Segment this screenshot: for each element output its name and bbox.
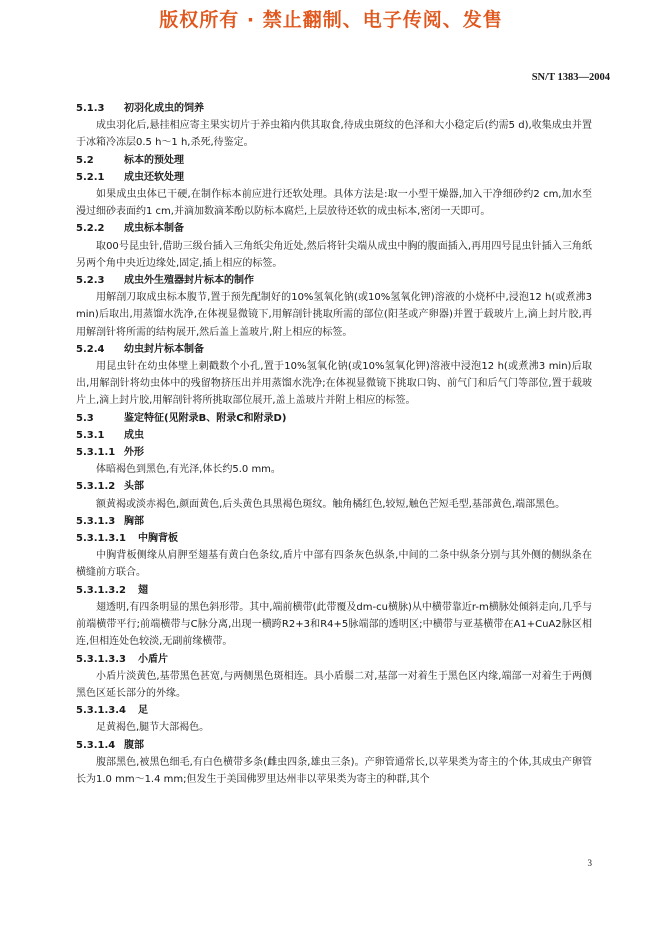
paragraph: 用昆虫针在幼虫体壁上刺戳数个小孔,置于10%氢氧化钠(或10%氢氧化钾)溶液中浸泡12 h(或煮沸3 min)后取出,用解剖针将幼虫体中的残留物挤压出并用蒸馏水洗净;在体视显微镜下挑取口钩、前气门和后气门等部位,置于载玻片上,滴上封片胶,用解剖针将所挑取部位展开,盖上盖玻片并附上相应的标签。 (76, 361, 592, 407)
section-number: 5.3.1.1 (76, 447, 116, 459)
section-title: 鉴定特征(见附录B、附录C和附录D) (124, 412, 287, 424)
section-number: 5.3.1 (76, 429, 105, 441)
section-title: 足 (138, 705, 148, 717)
section-heading (76, 513, 592, 530)
standard-code: SN/T 1383—2004 (531, 72, 610, 83)
section-heading (76, 444, 592, 461)
section-title: 标本的预处理 (124, 154, 184, 166)
section-number: 5.3.1.4 (76, 739, 116, 751)
paragraph: 成虫羽化后,悬挂相应寄主果实切片于养虫箱内供其取食,待成虫斑纹的色泽和大小稳定后(约需5 d),收集成虫并置于冰箱冷冻层0.5 h～1 h,杀死,待鉴定。 (76, 120, 592, 149)
section-title: 翅 (138, 584, 148, 596)
section-number: 5.1.3 (76, 103, 105, 114)
section-number: 5.2.2 (76, 223, 105, 235)
section-heading (76, 582, 592, 599)
section-title: 成虫还软处理 (124, 171, 184, 183)
document-body (76, 100, 592, 788)
section-number: 5.3.1.3 (76, 515, 116, 527)
section-heading (76, 410, 592, 427)
section-number: 5.2.3 (76, 275, 105, 287)
section-heading (76, 272, 592, 289)
paragraph: 翅透明,有四条明显的黑色斜形带。其中,端前横带(此带覆及dm-cu横脉)从中横带靠近r-m横脉处倾斜走向,几乎与前端横带平行;前端横带与C脉分离,出现一横跨R2+3和R4+5脉端部的透明区;中横带与亚基横带在A1+CuA2脉区相连,但相连处色较淡,无副前缘横带。 (76, 601, 592, 648)
section-title: 腹部 (124, 739, 144, 751)
section-heading (76, 427, 592, 444)
section-number: 5.3.1.3.1 (76, 533, 126, 545)
section-number: 5.2.4 (76, 343, 105, 355)
section-number: 5.3 (76, 412, 94, 424)
paragraph: 足黄褐色,腿节大部褐色。 (96, 722, 210, 734)
section-heading (76, 651, 592, 668)
section-heading (76, 169, 592, 186)
section-heading (76, 152, 592, 169)
copyright-banner: 版权所有 · 禁止翻制、电子传阅、发售 (159, 9, 503, 31)
section-title: 初羽化成虫的饲养 (124, 103, 204, 114)
section-heading (76, 100, 592, 117)
section-title: 外形 (124, 447, 144, 459)
section-number: 5.2.1 (76, 171, 105, 183)
section-heading (76, 530, 592, 547)
section-heading (76, 737, 592, 754)
paragraph: 体暗褐色到黑色,有光泽,体长约5.0 mm。 (96, 464, 281, 476)
section-heading (76, 341, 592, 358)
section-title: 幼虫封片标本制备 (124, 343, 204, 355)
section-title: 成虫外生殖器封片标本的制作 (124, 275, 254, 287)
section-title: 成虫标本制备 (124, 223, 184, 235)
page-number: 3 (587, 858, 592, 868)
paragraph: 小盾片淡黄色,基带黑色甚宽,与两侧黑色斑相连。具小盾鬃二对,基部一对着生于黑色区内缘,端部一对着生于两侧黑色区延长部分的外缘。 (76, 670, 592, 699)
paragraph: 取00号昆虫针,借助三级台插入三角纸尖角近处,然后将针尖端从成虫中胸的腹面插入,再用四号昆虫针插入三角纸另两个角中央近边缘处,固定,插上相应的标签。 (76, 240, 592, 269)
section-number: 5.3.1.3.4 (76, 705, 126, 717)
paragraph: 用解剖刀取成虫标本腹节,置于预先配制好的10%氢氧化钠(或10%氢氧化钾)溶液的小烧杯中,浸泡12 h(或煮沸3 min)后取出,用蒸馏水洗净,在体视显微镜下,用解剖针挑取所需的部位(阳茎或产卵器)并置于载玻片上,滴上封片胶,再用解剖针将所需的结构展开,然后盖上盖玻片,附上相应的标签。 (76, 292, 592, 338)
section-number: 5.3.1.2 (76, 481, 116, 493)
paragraph: 中胸背板侧缘从肩胛至翅基有黄白色条纹,盾片中部有四条灰色纵条,中间的二条中纵条分别与其外侧的侧纵条在横缝前方联合。 (76, 550, 592, 579)
section-title: 成虫 (124, 429, 144, 441)
paragraph: 如果成虫虫体已干硬,在制作标本前应进行还软处理。具体方法是:取一小型干燥器,加入干净细砂约2 cm,加水至漫过细砂表面约1 cm,并滴加数滴苯酚以防标本腐烂,上层放待还软的成虫标本,密闭一天即可。 (76, 189, 592, 218)
section-number: 5.2 (76, 154, 94, 166)
section-heading (76, 478, 592, 495)
section-title: 小盾片 (138, 653, 168, 665)
section-title: 胸部 (124, 515, 144, 527)
section-heading (76, 220, 592, 237)
section-number: 5.3.1.3.3 (76, 653, 126, 665)
section-title: 中胸背板 (138, 533, 178, 545)
section-number: 5.3.1.3.2 (76, 584, 126, 596)
paragraph: 额黄褐或淡赤褐色,颜面黄色,后头黄色具黑褐色斑纹。触角橘红色,较短,触色芒短毛型,基部黄色,端部黑色。 (96, 498, 566, 510)
section-heading (76, 702, 592, 719)
paragraph: 腹部黑色,被黑色细毛,有白色横带多条(雌虫四条,雄虫三条)。产卵管通常长,以苹果类为寄主的个体,其成虫产卵管长为1.0 mm～1.4 mm;但发生于美国佛罗里达州非以苹果类为寄主的种群,其个 (76, 756, 592, 785)
section-title: 头部 (124, 481, 144, 493)
